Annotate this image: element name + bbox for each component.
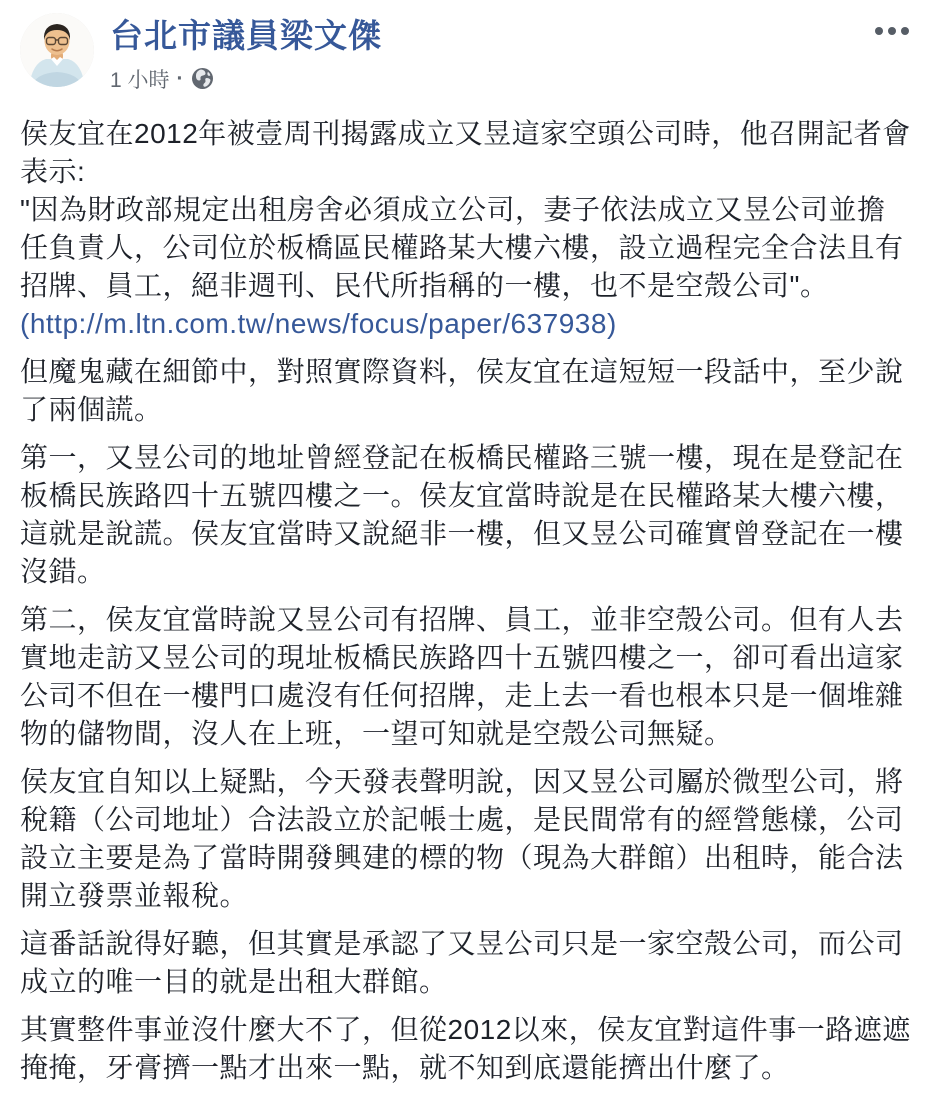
post-paragraph-quote: "因為財政部規定出租房舍必須成立公司，妻子依法成立又昱公司並擔任負責人，公司位於板橋區民權路某大樓六樓，設立過程完全合法且有招牌、員工，絕非週刊、民代所指稱的一樓，也不是空殼公司"。 bbox=[20, 193, 904, 301]
more-dot bbox=[888, 27, 896, 35]
avatar[interactable] bbox=[20, 13, 94, 87]
timestamp-link[interactable]: 1 小時 bbox=[110, 68, 170, 92]
post-paragraph: 但魔鬼藏在細節中，對照實際資料，侯友宜在這短短一段話中，至少說了兩個謊。 bbox=[20, 355, 904, 425]
post-paragraph: 侯友宜自知以上疑點，今天發表聲明說，因又昱公司屬於微型公司，將稅籍（公司地址）合法設立於記帳士處，是民間常有的經營態樣，公司設立主要是為了當時開發興建的標的物（現為大群館）出租時，能合法開立發票並報稅。 bbox=[20, 765, 904, 911]
more-dot bbox=[875, 27, 883, 35]
more-options-button[interactable] bbox=[860, 13, 913, 41]
privacy-globe-icon bbox=[191, 67, 214, 90]
meta-dot-separator: · bbox=[176, 66, 184, 90]
avatar-portrait-graphic bbox=[20, 13, 94, 87]
post-content bbox=[0, 94, 933, 1087]
header-text bbox=[110, 13, 382, 94]
more-dot bbox=[901, 27, 909, 35]
post-paragraph: 第一，又昱公司的地址曾經登記在板橋民權路三號一樓，現在是登記在板橋民族路四十五號四樓之一。侯友宜當時說是在民權路某大樓六樓，這就是說謊。侯友宜當時又說絕非一樓，但又昱公司確實曾登記在一樓沒錯。 bbox=[20, 441, 904, 587]
post-paragraph-link-line bbox=[20, 305, 911, 343]
page-name-link[interactable]: 台北市議員梁文傑 bbox=[110, 17, 382, 54]
post-meta bbox=[110, 64, 382, 94]
post-paragraph: 這番話說得好聽，但其實是承認了又昱公司只是一家空殼公司，而公司成立的唯一目的就是出租大群館。 bbox=[20, 927, 904, 997]
post-paragraph: 侯友宜在2012年被壹周刊揭露成立又昱這家空頭公司時，他召開記者會表示: bbox=[20, 117, 911, 187]
article-link[interactable]: (http://m.ltn.com.tw/news/focus/paper/637938) bbox=[20, 307, 617, 339]
post-paragraph: 第二，侯友宜當時說又昱公司有招牌、員工，並非空殼公司。但有人去實地走訪又昱公司的現址板橋民族路四十五號四樓之一，卻可看出這家公司不但在一樓門口處沒有任何招牌，走上去一看也根本只是一個堆雜物的儲物間，沒人在上班，一望可知就是空殼公司無疑。 bbox=[20, 603, 904, 749]
post-paragraph: 其實整件事並沒什麼大不了，但從2012以來，侯友宜對這件事一路遮遮掩掩，牙膏擠一點才出來一點，就不知到底還能擠出什麼了。 bbox=[20, 1013, 911, 1083]
post-header bbox=[0, 0, 933, 94]
